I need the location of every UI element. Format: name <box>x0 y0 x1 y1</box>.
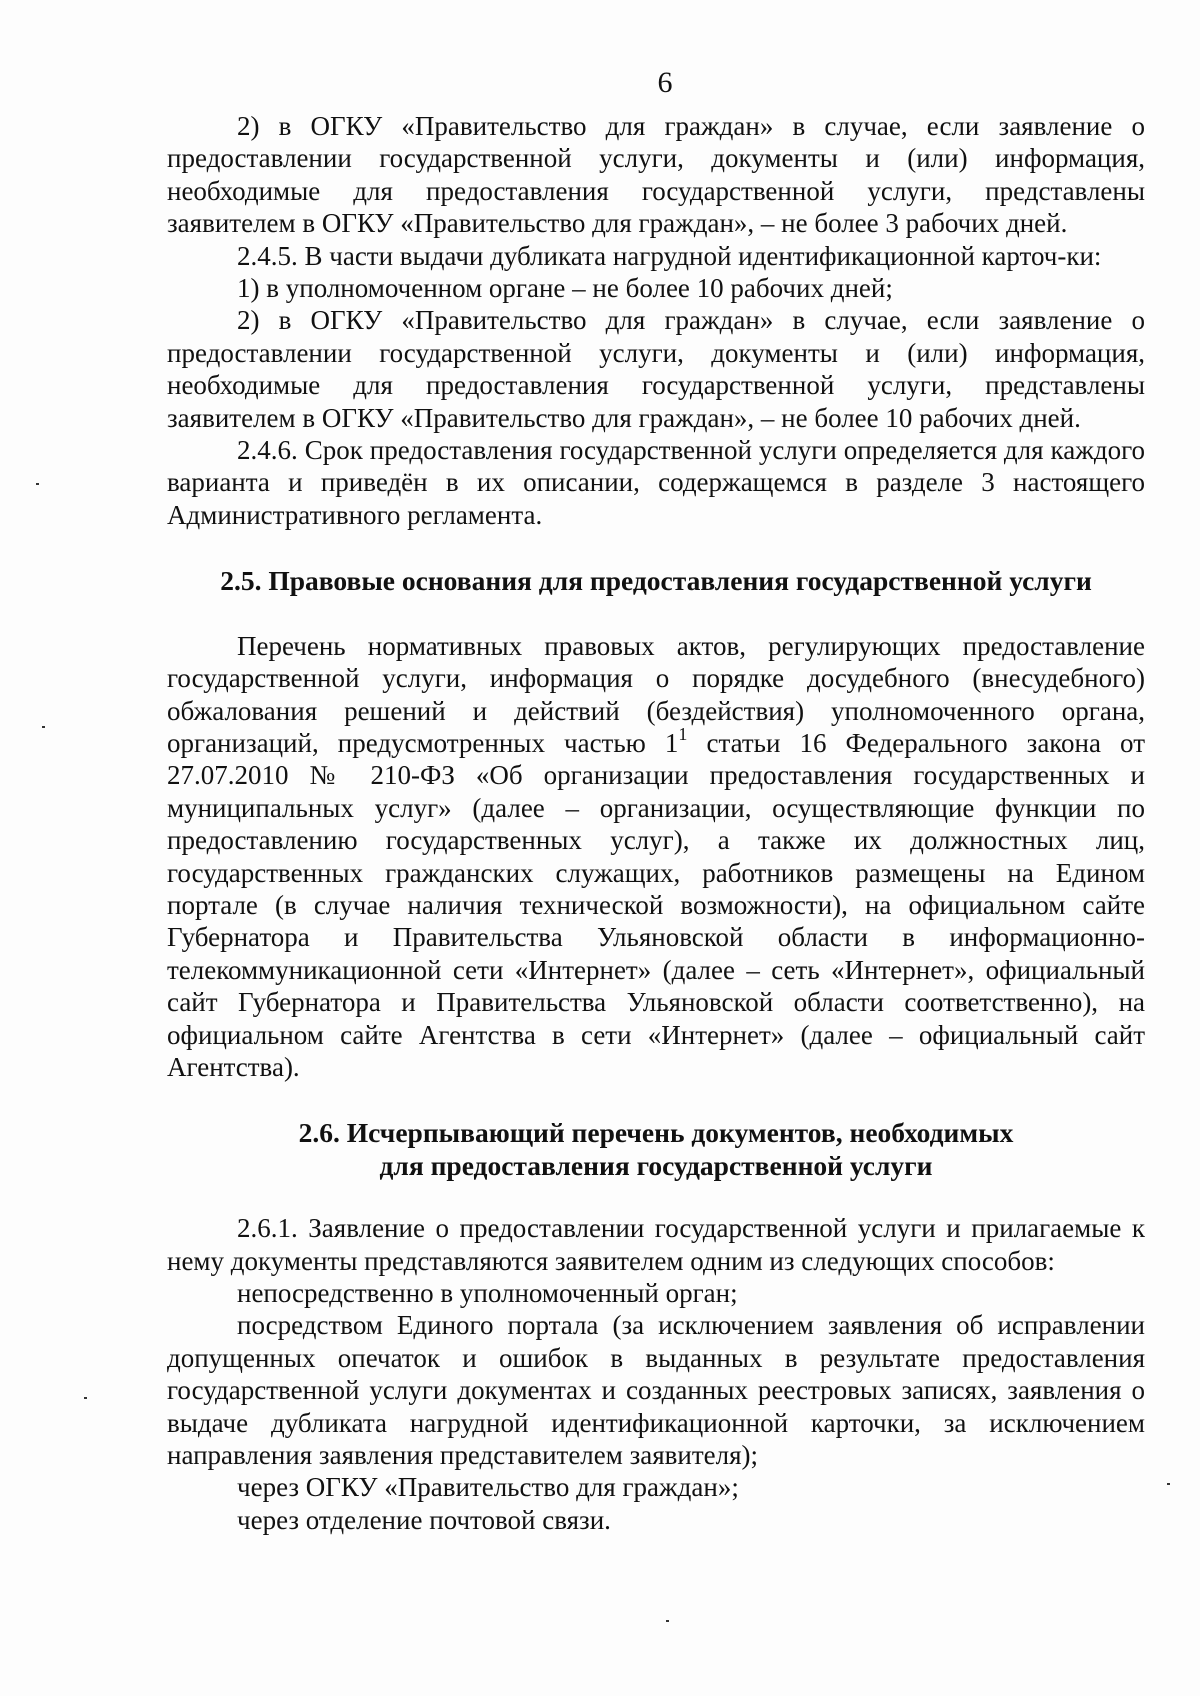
paragraph-2-5-legal-basis <box>167 630 1145 1084</box>
section-2-6-heading <box>167 1117 1145 1182</box>
page-number: 6 <box>657 66 673 99</box>
legal-basis-text-part-2: статьи 16 Федерального закона от 27.07.2010 № 210-ФЗ «Об организации предоставления государственных и муниципальных услуг» (далее – организации, осуществляющие функции по предоставлению государственных услуг), а также их должностных лиц, государственных гражданских служащих, работников размещены на Едином портале (в случае наличия технической возможности), на официальном сайте Губернатора и Правительства Ульяновской области в информационно-телекоммуникационной сети «Интернет» (далее – сеть «Интернет», официальный сайт Губернатора и Правительства Ульяновской области соответственно), на официальном сайте Агентства в сети «Интернет» (далее – официальный сайт Агентства). <box>167 727 1145 1082</box>
section-2-6-heading-line-2: для предоставления государственной услуги <box>379 1149 933 1181</box>
section-2-6-heading-line-1: 2.6. Исчерпывающий перечень документов, необходимых <box>298 1117 1014 1149</box>
superscript-one: 1 <box>678 723 688 744</box>
page-content <box>167 110 1145 1536</box>
scan-speck <box>666 1620 669 1622</box>
scan-speck <box>42 726 45 728</box>
scan-speck <box>84 1397 87 1399</box>
submission-way-1: непосредственно в уполномоченный орган; <box>237 1278 738 1308</box>
scan-speck <box>36 483 39 485</box>
submission-way-3: через ОГКУ «Правительство для граждан»; <box>237 1472 739 1503</box>
section-2-5-heading: 2.5. Правовые основания для предоставления государственной услуги <box>220 565 1092 597</box>
paragraph-2-4-5-item-1: 1) в уполномоченном органе – не более 10 рабочих дней; <box>237 273 893 304</box>
paragraph-2-4-6: 2.4.6. Срок предоставления государственной услуги определяется для каждого варианта и приведён в их описании, содержащемся в разделе 3 настоящего Административного регламента. <box>167 435 1145 530</box>
paragraph-item-2-ogku-3-days: 2) в ОГКУ «Правительство для граждан» в случае, если заявление о предоставлении государственной услуги, документы и (или) информация, необходимые для предоставления государственной услуги, представлены заявителем в ОГКУ «Правительство для граждан», – не более 3 рабочих дней. <box>167 111 1145 239</box>
submission-way-2: посредством Единого портала (за исключением заявления об исправлении допущенных опечаток и ошибок в выданных в результате предоставления государственной услуги документах и созданных реестровых записях, заявления о выдаче дубликата нагрудной идентификационной карточки, за исключением направления заявления представителем заявителя); <box>167 1310 1145 1471</box>
paragraph-2-4-5-intro: 2.4.5. В части выдачи дубликата нагрудной идентификационной карточ-ки: <box>237 240 1102 271</box>
paragraph-2-6-1: 2.6.1. Заявление о предоставлении государственной услуги и прилагаемые к нему документы представляются заявителем одним из следующих способов: <box>167 1213 1145 1276</box>
submission-way-4: через отделение почтовой связи. <box>237 1504 611 1535</box>
legal-basis-text-part-1: Перечень нормативных правовых актов, регулирующих предоставление государственной услуги, информация о порядке досудебного (внесудебного) обжалования решений и действий (бездействия) уполномоченного органа, организаций, предусмотренных частью 1 <box>167 630 1145 758</box>
scan-speck <box>1167 1483 1170 1485</box>
paragraph-2-4-5-item-2: 2) в ОГКУ «Правительство для граждан» в случае, если заявление о предоставлении государственной услуги, документы и (или) информация, необходимые для предоставления государственной услуги, представлены заявителем в ОГКУ «Правительство для граждан», – не более 10 рабочих дней. <box>167 305 1145 433</box>
